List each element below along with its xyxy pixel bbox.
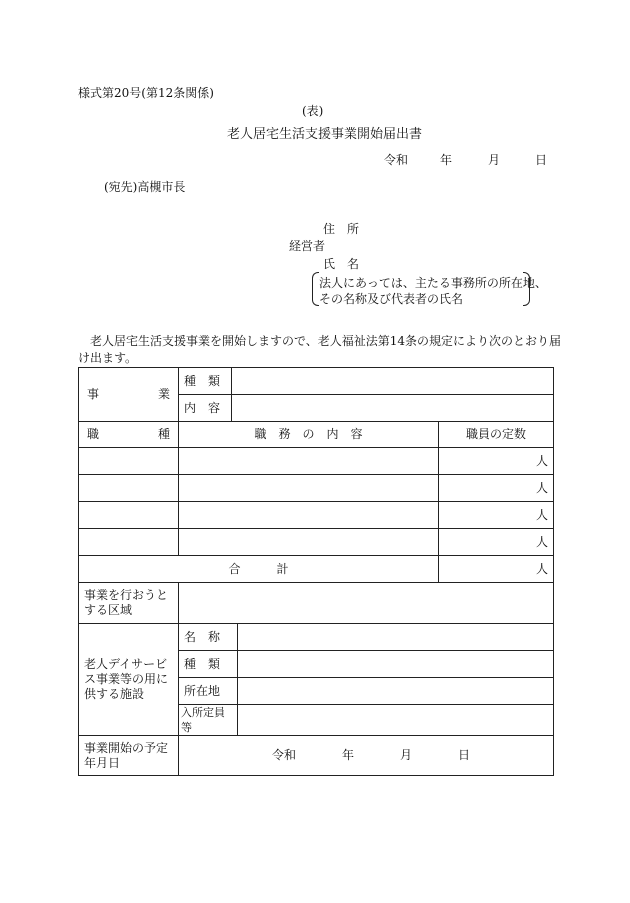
body-text-line2: け出ます。 bbox=[78, 351, 138, 365]
document-title: 老人居宅生活支援事業開始届出書 bbox=[227, 127, 423, 142]
staff-count-field[interactable]: 人 bbox=[439, 475, 554, 502]
start-month-label: 月 bbox=[400, 748, 413, 762]
business-kind-field[interactable] bbox=[232, 368, 554, 395]
total-row bbox=[79, 556, 554, 583]
business-kind-row bbox=[79, 368, 554, 395]
business-label-a: 事 bbox=[87, 387, 100, 401]
duty-field[interactable] bbox=[179, 529, 439, 556]
area-label: 事業を行おうとする区域 bbox=[79, 583, 179, 624]
duty-field[interactable] bbox=[179, 475, 439, 502]
facility-location-field[interactable] bbox=[238, 678, 554, 705]
area-row bbox=[79, 583, 554, 624]
business-content-field[interactable] bbox=[232, 395, 554, 422]
start-date-field[interactable] bbox=[179, 736, 554, 776]
kind-label: 種 類 bbox=[179, 368, 232, 395]
staff-row bbox=[79, 475, 554, 502]
start-year-label: 年 bbox=[342, 748, 355, 762]
job-type-field[interactable] bbox=[79, 502, 179, 529]
date-era: 令和 bbox=[384, 153, 409, 167]
content-label: 内 容 bbox=[179, 395, 232, 422]
name-label: 氏 名 bbox=[323, 257, 360, 271]
staff-row bbox=[79, 502, 554, 529]
start-date-label: 事業開始の予定年月日 bbox=[79, 736, 179, 776]
facility-name-field[interactable] bbox=[238, 624, 554, 651]
business-label-cell bbox=[79, 368, 179, 422]
corporate-note-line1: 法人にあっては、主たる事務所の所在地、 bbox=[319, 276, 547, 290]
total-label bbox=[79, 556, 439, 583]
job-type-field[interactable] bbox=[79, 475, 179, 502]
start-date-row bbox=[79, 736, 554, 776]
job-type-field[interactable] bbox=[79, 448, 179, 475]
left-paren bbox=[312, 272, 319, 306]
duty-field[interactable] bbox=[179, 502, 439, 529]
date-year-label: 年 bbox=[440, 153, 453, 167]
form-number: 様式第20号(第12条関係) bbox=[78, 86, 214, 100]
staff-count-field[interactable]: 人 bbox=[439, 529, 554, 556]
facility-name-label: 名 称 bbox=[179, 624, 238, 651]
facility-kind-label: 種 類 bbox=[179, 651, 238, 678]
addressee: (宛先)高槻市長 bbox=[104, 180, 186, 194]
date-month-label: 月 bbox=[488, 153, 501, 167]
facility-location-label: 所在地 bbox=[179, 678, 238, 705]
notification-table bbox=[78, 367, 554, 776]
corporate-note-line2: その名称及び代表者の氏名 bbox=[319, 292, 464, 306]
staff-header-row bbox=[79, 422, 554, 448]
facility-label: 老人デイサービス事業等の用に供する施設 bbox=[79, 624, 179, 736]
job-type-header bbox=[79, 422, 179, 448]
address-label: 住 所 bbox=[323, 222, 360, 236]
staff-count-field[interactable]: 人 bbox=[439, 502, 554, 529]
area-field[interactable] bbox=[179, 583, 554, 624]
duty-header: 職 務 の 内 容 bbox=[179, 422, 439, 448]
staff-count-header: 職員の定数 bbox=[439, 422, 554, 448]
corporate-note bbox=[312, 272, 547, 306]
total-label-b: 計 bbox=[276, 561, 289, 576]
staff-row bbox=[79, 529, 554, 556]
staff-count-field[interactable]: 人 bbox=[439, 448, 554, 475]
start-day-label: 日 bbox=[458, 748, 471, 762]
job-type-field[interactable] bbox=[79, 529, 179, 556]
side-indicator: (表) bbox=[302, 104, 324, 118]
business-label-b: 業 bbox=[157, 387, 170, 401]
facility-name-row bbox=[79, 624, 554, 651]
facility-capacity-label: 入所定員等 bbox=[179, 705, 238, 736]
total-label-a: 合 bbox=[228, 561, 241, 576]
staff-row bbox=[79, 448, 554, 475]
start-era: 令和 bbox=[271, 748, 296, 762]
job-type-header-a: 職 bbox=[87, 427, 100, 441]
total-count-field[interactable]: 人 bbox=[439, 556, 554, 583]
job-type-header-b: 種 bbox=[157, 427, 170, 441]
date-day-label: 日 bbox=[535, 153, 548, 167]
body-text-line1: 老人居宅生活支援事業を開始しますので、老人福祉法第14条の規定により次のとおり届 bbox=[90, 334, 562, 348]
operator-label: 経営者 bbox=[289, 239, 326, 253]
facility-kind-field[interactable] bbox=[238, 651, 554, 678]
duty-field[interactable] bbox=[179, 448, 439, 475]
facility-capacity-field[interactable] bbox=[238, 705, 554, 736]
